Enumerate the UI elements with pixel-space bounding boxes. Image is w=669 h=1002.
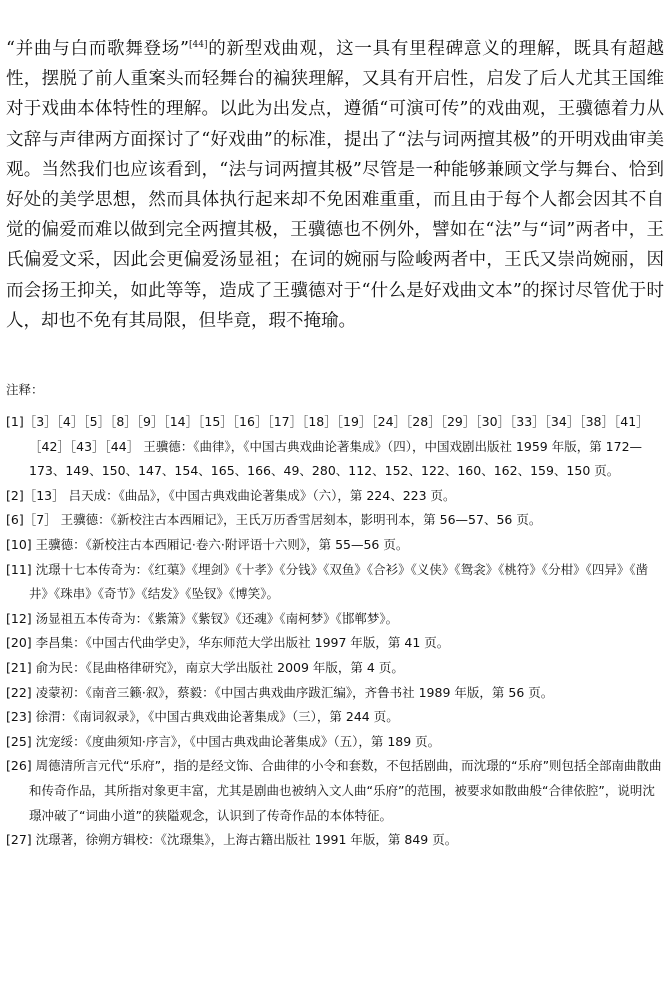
note-text: 徐渭：《南词叙录》，《中国古典戏曲论著集成》（三），第 244 页。 (35, 709, 399, 725)
note-text: 周德清所言元代“乐府”，指的是经文饰、合曲律的小令和套数，不包括剧曲，而沈璟的“乐府”则包括全部南曲散曲和传奇作品，其所指对象更丰富，尤其是剧曲也被纳入文人曲“乐府”的范围，被要求如散曲般“合律依腔”，说明沈璟冲破了“词曲小道”的狭隘观念，认识到了传奇作品的本体特征。 (29, 758, 662, 823)
note-refs[interactable]: [27] (6, 832, 32, 848)
note-item (6, 508, 664, 533)
note-item (6, 730, 664, 755)
footnote-ref[interactable]: [44] (189, 40, 208, 50)
note-refs[interactable]: [23] (6, 709, 32, 725)
note-item (6, 828, 664, 853)
quote-text: “并曲与白而歌舞登场” (6, 39, 189, 59)
note-refs[interactable]: [20] (6, 635, 32, 651)
note-text: 王骥德：《曲律》，《中国古典戏曲论著集成》（四），中国戏剧出版社 1959 年版，第 172—173、149、150、147、154、165、166、49、280、112、152、122、160、162、159、150 页。 (29, 438, 643, 479)
note-refs[interactable]: [25] (6, 733, 32, 749)
notes-heading: 注释： (6, 382, 44, 398)
note-text: 王骥德：《新校注古本西厢记·卷六·附评语十六则》，第 55—56 页。 (35, 537, 409, 552)
note-refs[interactable]: [1]［3］［4］［5］［8］［9］［14］［15］［16］［17］［18］［19］［24］［28］［29］［30］［33］［34］［38］［41］［42］［43］［44］ (6, 414, 649, 454)
note-refs[interactable]: [12] (6, 610, 32, 626)
note-item (6, 656, 664, 681)
note-item (6, 558, 664, 607)
note-text: 沈璟十七本传奇为：《红蕖》《埋剑》《十孝》《分钱》《双鱼》《合衫》《义侠》《鸳衾》《桃符》《分柑》《四异》《凿井》《珠串》《奇节》《结发》《坠钗》《博笑》。 (29, 561, 649, 602)
note-text: 李昌集：《中国古代曲学史》，华东师范大学出版社 1997 年版，第 41 页。 (35, 635, 450, 651)
paragraph-text: 的新型戏曲观，这一具有里程碑意义的理解，既具有超越性，摆脱了前人重案头而轻舞台的褊狭理解，又具有开启性，启发了后人尤其王国维对于戏曲本体特性的理解。以此为出发点，遵循“可演可传”的戏曲观，王骥德着力从文辞与声律两方面探讨了“好戏曲”的标准，提出了“法与词两擅其极”的开明戏曲审美观。当然我们也应该看到，“法与词两擅其极”尽管是一种能够兼顾文学与舞台、恰到好处的美学思想，然而具体执行起来却不免困难重重，而且由于每个人都会因其不自觉的偏爱而难以做到完全两擅其极，王骥德也不例外，譬如在“法”与“词”两者中，王氏偏爱文采，因此会更偏爱汤显祖；在词的婉丽与险峻两者中，王氏又崇尚婉丽，因而会扬王抑关，如此等等，造成了王骥德对于“什么是好戏曲文本”的探讨尽管优于时人，却也不免有其局限，但毕竟，瑕不掩瑜。 (6, 39, 664, 331)
document-page (6, 34, 664, 853)
note-item (6, 484, 664, 509)
body-paragraph (6, 34, 664, 336)
note-refs[interactable]: [6]［7］ (6, 512, 57, 528)
note-item (6, 533, 664, 558)
note-refs[interactable]: [10] (6, 537, 32, 552)
note-text: 王骥德：《新校注古本西厢记》，王氏万历香雪居刻本，影明刊本，第 56—57、56 页。 (60, 512, 542, 528)
note-refs[interactable]: [26] (6, 758, 32, 774)
note-text: 沈宠绥：《度曲须知·序言》，《中国古典戏曲论著集成》（五），第 189 页。 (35, 733, 441, 749)
note-text: 俞为民：《昆曲格律研究》，南京大学出版社 2009 年版，第 4 页。 (35, 659, 404, 675)
note-text: 沈璟著，徐朔方辑校：《沈璟集》，上海古籍出版社 1991 年版，第 849 页。 (35, 832, 458, 848)
notes-list (6, 410, 664, 853)
note-text: 吕天成：《曲品》，《中国古典戏曲论著集成》（六），第 224、223 页。 (68, 487, 456, 503)
note-item (6, 681, 664, 706)
note-item (6, 754, 664, 828)
note-text: 凌蒙初：《南音三籁·叙》，蔡毅：《中国古典戏曲序跋汇编》，齐鲁书社 1989 年版，第 56 页。 (35, 684, 554, 700)
note-refs[interactable]: [11] (6, 561, 32, 577)
note-refs[interactable]: [22] (6, 684, 32, 700)
note-refs[interactable]: [21] (6, 659, 32, 675)
note-text: 汤显祖五本传奇为：《紫箫》《紫钗》《还魂》《南柯梦》《邯郸梦》。 (35, 610, 399, 626)
note-item (6, 607, 664, 632)
note-item (6, 410, 664, 484)
note-item (6, 631, 664, 656)
note-item (6, 705, 664, 730)
note-refs[interactable]: [2]［13］ (6, 487, 65, 503)
